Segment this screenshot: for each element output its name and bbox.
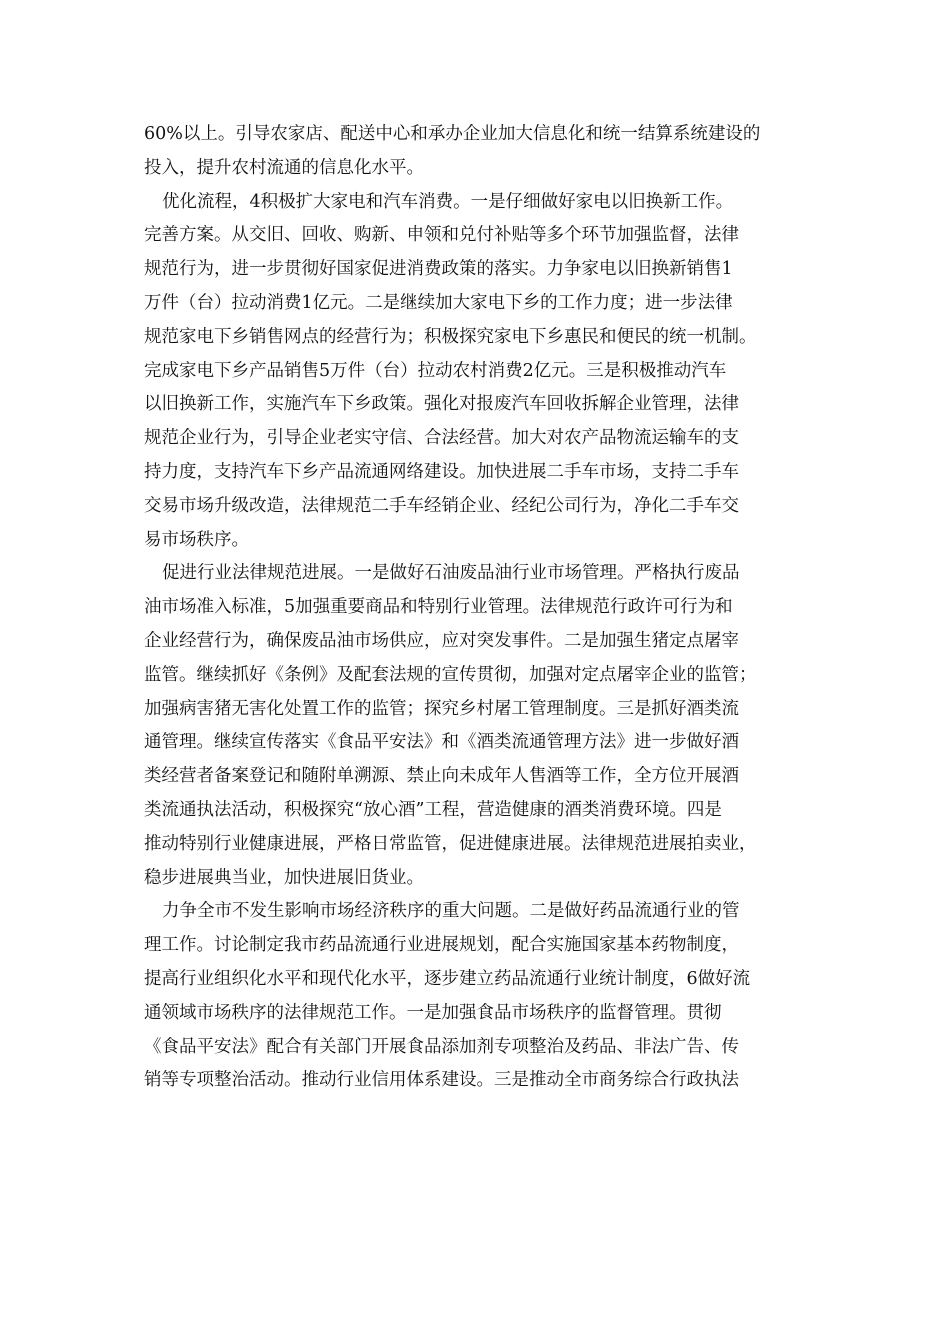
text-line: 销等专项整治活动。推动行业信用体系建设。三是推动全市商务综合行政执法	[144, 1070, 739, 1091]
text-line: 持力度，支持汽车下乡产品流通网络建设。加快进展二手车市场，支持二手车	[144, 461, 739, 482]
text-line: 监管。继续抓好《条例》及配套法规的宣传贯彻，加强对定点屠宰企业的监管；	[144, 664, 757, 685]
text-line: 万件（台）拉动消费1亿元。二是继续加大家电下乡的工作力度；进一步法律	[144, 292, 733, 313]
text-line: 类经营者备案登记和随附单溯源、禁止向未成年人售酒等工作，全方位开展酒	[144, 766, 739, 787]
paragraph-start-line: 促进行业法律规范进展。一是做好石油废品油行业市场管理。严格执行废品	[162, 563, 740, 584]
text-line: 理工作。讨论制定我市药品流通行业进展规划，配合实施国家基本药物制度，	[144, 935, 739, 956]
text-line: 稳步进展典当业，加快进展旧货业。	[144, 867, 424, 888]
text-line: 类流通执法活动，积极探究“放心酒”工程，营造健康的酒类消费环境。四是	[144, 799, 722, 820]
text-line: 企业经营行为，确保废品油市场供应，应对突发事件。二是加强生猪定点屠宰	[144, 630, 739, 651]
text-line: 以旧换新工作，实施汽车下乡政策。强化对报废汽车回收拆解企业管理，法律	[144, 394, 739, 415]
body-text	[144, 118, 814, 1098]
text-line: 完善方案。从交旧、回收、购新、申领和兑付补贴等多个环节加强监督，法律	[144, 225, 739, 246]
text-line: 易市场秩序。	[144, 529, 249, 550]
text-line: 交易市场升级改造，法律规范二手车经销企业、经纪公司行为，净化二手车交	[144, 495, 739, 516]
text-line: 投入，提升农村流通的信息化水平。	[144, 157, 424, 178]
text-line: 提高行业组织化水平和现代化水平，逐步建立药品流通行业统计制度，6做好流	[144, 968, 751, 989]
text-line: 推动特别行业健康进展，严格日常监管，促进健康进展。法律规范进展拍卖业，	[144, 833, 757, 854]
text-line: 加强病害猪无害化处置工作的监管；探究乡村屠工管理制度。三是抓好酒类流	[144, 698, 739, 719]
text-line: 规范家电下乡销售网点的经营行为；积极探究家电下乡惠民和便民的统一机制。	[144, 326, 757, 347]
text-line: 油市场准入标准，5加强重要商品和特别行业管理。法律规范行政许可行为和	[144, 597, 733, 618]
text-line: 通管理。继续宣传落实《食品平安法》和《酒类流通管理方法》进一步做好酒	[144, 732, 739, 753]
text-line: 完成家电下乡产品销售5万件（台）拉动农村消费2亿元。三是积极推动汽车	[144, 360, 727, 381]
text-line: 《食品平安法》配合有关部门开展食品添加剂专项整治及药品、非法广告、传	[144, 1036, 739, 1057]
text-line: 规范企业行为，引导企业老实守信、合法经营。加大对农产品物流运输车的支	[144, 428, 739, 449]
paragraph-start-line: 优化流程，4积极扩大家电和汽车消费。一是仔细做好家电以旧换新工作。	[162, 191, 734, 212]
text-line: 60%以上。引导农家店、配送中心和承办企业加大信息化和统一结算系统建设的	[144, 124, 761, 144]
paragraph-start-line: 力争全市不发生影响市场经济秩序的重大问题。二是做好药品流通行业的管	[162, 901, 740, 922]
text-line: 规范行为，进一步贯彻好国家促进消费政策的落实。力争家电以旧换新销售1	[144, 259, 733, 280]
text-line: 通领域市场秩序的法律规范工作。一是加强食品市场秩序的监督管理。贯彻	[144, 1002, 722, 1023]
